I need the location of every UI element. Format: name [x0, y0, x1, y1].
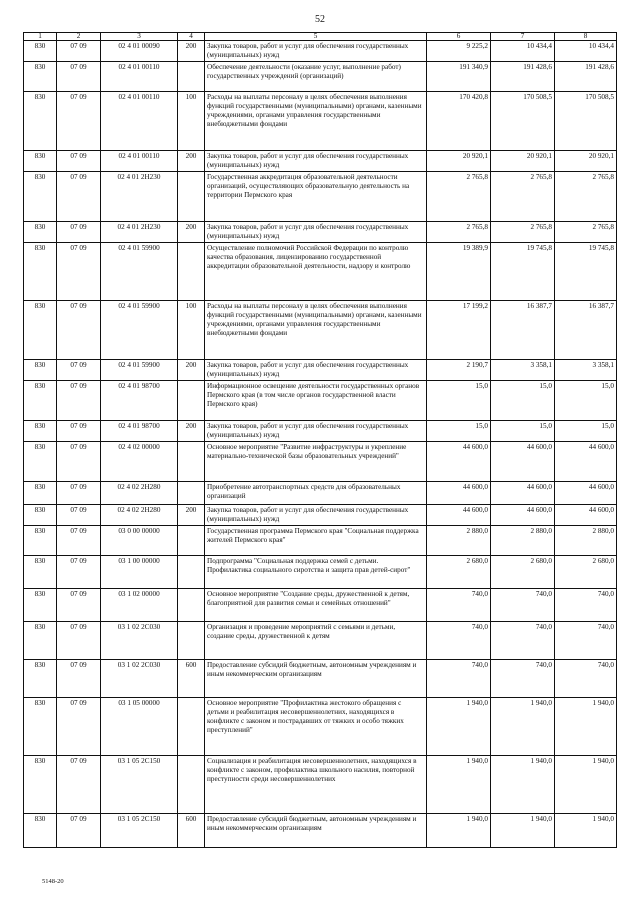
table-row: [24, 482, 617, 505]
amount-year3-cell: 1 940,0: [555, 698, 617, 756]
description-cell: Осуществление полномочий Российской Федерации по контролю качества образования, лицензированию государственной аккредитации образовательной деятельности, надзору и контролю: [205, 243, 427, 301]
column-header: 3: [101, 33, 178, 41]
column-header: 2: [57, 33, 101, 41]
section-code-cell: 07 09: [57, 243, 101, 301]
amount-year2-cell: 1 940,0: [491, 814, 555, 848]
section-code-cell: 07 09: [57, 660, 101, 698]
column-header: 4: [178, 33, 205, 41]
table-row: [24, 698, 617, 756]
table-row: [24, 62, 617, 92]
target-article-cell: 02 4 01 59900: [101, 360, 178, 381]
amount-year2-cell: 15,0: [491, 381, 555, 421]
expense-type-cell: [178, 756, 205, 814]
description-cell: Закупка товаров, работ и услуг для обеспечения государственных (муниципальных) нужд: [205, 151, 427, 172]
target-article-cell: 02 4 01 59900: [101, 243, 178, 301]
expense-type-cell: [178, 556, 205, 589]
amount-year3-cell: 15,0: [555, 421, 617, 442]
description-cell: Предоставление субсидий бюджетным, автономным учреждениям и иным некоммерческим организациям: [205, 814, 427, 848]
target-article-cell: 02 4 01 2Н230: [101, 172, 178, 222]
expense-type-cell: 200: [178, 41, 205, 62]
admin-code-cell: 830: [24, 482, 57, 505]
description-cell: Основное мероприятие "Развитие инфраструктуры и укрепление материально-технической базы образовательных учреждений": [205, 442, 427, 482]
column-header: 1: [24, 33, 57, 41]
description-cell: Организация и проведение мероприятий с семьями и детьми, создание среды, дружественной к детям: [205, 622, 427, 660]
amount-year1-cell: 2 765,8: [427, 172, 491, 222]
column-header: 5: [205, 33, 427, 41]
amount-year2-cell: 3 358,1: [491, 360, 555, 381]
target-article-cell: 02 4 01 00110: [101, 151, 178, 172]
amount-year3-cell: 170 508,5: [555, 92, 617, 151]
admin-code-cell: 830: [24, 172, 57, 222]
target-article-cell: 03 1 02 2С030: [101, 660, 178, 698]
amount-year1-cell: 44 600,0: [427, 442, 491, 482]
amount-year2-cell: 44 600,0: [491, 442, 555, 482]
amount-year2-cell: 740,0: [491, 589, 555, 622]
amount-year1-cell: 740,0: [427, 660, 491, 698]
expense-type-cell: [178, 589, 205, 622]
admin-code-cell: 830: [24, 360, 57, 381]
table-header-row: [24, 33, 617, 41]
expense-type-cell: [178, 698, 205, 756]
expense-type-cell: [178, 243, 205, 301]
amount-year2-cell: 10 434,4: [491, 41, 555, 62]
amount-year1-cell: 1 940,0: [427, 756, 491, 814]
description-cell: Расходы на выплаты персоналу в целях обеспечения выполнения функций государственными (муниципальными) органами, казенными учреждениями, органами управления государственными внебюджетными фондами: [205, 301, 427, 360]
admin-code-cell: 830: [24, 660, 57, 698]
amount-year1-cell: 44 600,0: [427, 505, 491, 526]
column-header: 7: [491, 33, 555, 41]
target-article-cell: 02 4 01 00110: [101, 92, 178, 151]
expense-type-cell: [178, 442, 205, 482]
amount-year3-cell: 2 680,0: [555, 556, 617, 589]
target-article-cell: 02 4 02 2Н280: [101, 505, 178, 526]
amount-year2-cell: 1 940,0: [491, 756, 555, 814]
amount-year1-cell: 170 420,8: [427, 92, 491, 151]
description-cell: Информационное освещение деятельности государственных органов Пермского края (в том числе органов государственной власти Пермского края): [205, 381, 427, 421]
amount-year3-cell: 740,0: [555, 622, 617, 660]
table-row: [24, 92, 617, 151]
admin-code-cell: 830: [24, 589, 57, 622]
table-row: [24, 622, 617, 660]
section-code-cell: 07 09: [57, 814, 101, 848]
section-code-cell: 07 09: [57, 698, 101, 756]
table-row: [24, 505, 617, 526]
table-row: [24, 222, 617, 243]
expense-type-cell: 200: [178, 222, 205, 243]
amount-year2-cell: 15,0: [491, 421, 555, 442]
description-cell: Закупка товаров, работ и услуг для обеспечения государственных (муниципальных) нужд: [205, 421, 427, 442]
amount-year3-cell: 16 387,7: [555, 301, 617, 360]
admin-code-cell: 830: [24, 556, 57, 589]
admin-code-cell: 830: [24, 151, 57, 172]
target-article-cell: 02 4 01 59900: [101, 301, 178, 360]
amount-year3-cell: 44 600,0: [555, 505, 617, 526]
description-cell: Основное мероприятие "Создание среды, дружественной к детям, благоприятной для развития семьи и семейных отношений": [205, 589, 427, 622]
amount-year1-cell: 1 940,0: [427, 814, 491, 848]
amount-year3-cell: 191 428,6: [555, 62, 617, 92]
amount-year2-cell: 740,0: [491, 622, 555, 660]
expense-type-cell: 200: [178, 151, 205, 172]
admin-code-cell: 830: [24, 442, 57, 482]
amount-year2-cell: 2 680,0: [491, 556, 555, 589]
section-code-cell: 07 09: [57, 41, 101, 62]
section-code-cell: 07 09: [57, 172, 101, 222]
amount-year3-cell: 740,0: [555, 589, 617, 622]
section-code-cell: 07 09: [57, 526, 101, 556]
budget-table: [23, 32, 617, 848]
description-cell: Предоставление субсидий бюджетным, автономным учреждениям и иным некоммерческим организациям: [205, 660, 427, 698]
target-article-cell: 03 1 05 00000: [101, 698, 178, 756]
amount-year3-cell: 1 940,0: [555, 756, 617, 814]
section-code-cell: 07 09: [57, 505, 101, 526]
section-code-cell: 07 09: [57, 222, 101, 243]
expense-type-cell: [178, 172, 205, 222]
page-number: 52: [315, 14, 325, 25]
description-cell: Обеспечение деятельности (оказание услуг, выполнение работ) государственных учреждений (организаций): [205, 62, 427, 92]
amount-year3-cell: 44 600,0: [555, 442, 617, 482]
target-article-cell: 02 4 01 98700: [101, 421, 178, 442]
target-article-cell: 02 4 02 2Н280: [101, 482, 178, 505]
description-cell: Закупка товаров, работ и услуг для обеспечения государственных (муниципальных) нужд: [205, 222, 427, 243]
amount-year3-cell: 44 600,0: [555, 482, 617, 505]
expense-type-cell: [178, 482, 205, 505]
expense-type-cell: [178, 526, 205, 556]
target-article-cell: 03 1 05 2С150: [101, 814, 178, 848]
section-code-cell: 07 09: [57, 62, 101, 92]
section-code-cell: 07 09: [57, 442, 101, 482]
admin-code-cell: 830: [24, 421, 57, 442]
expense-type-cell: [178, 381, 205, 421]
description-cell: Приобретение автотранспортных средств для образовательных организаций: [205, 482, 427, 505]
document-code: 5148-20: [42, 878, 64, 885]
target-article-cell: 02 4 01 2Н230: [101, 222, 178, 243]
amount-year1-cell: 15,0: [427, 381, 491, 421]
table-row: [24, 172, 617, 222]
amount-year2-cell: 44 600,0: [491, 482, 555, 505]
admin-code-cell: 830: [24, 698, 57, 756]
table-row: [24, 526, 617, 556]
amount-year1-cell: 2 765,8: [427, 222, 491, 243]
description-cell: Государственная программа Пермского края "Социальная поддержка жителей Пермского края": [205, 526, 427, 556]
amount-year2-cell: 1 940,0: [491, 698, 555, 756]
target-article-cell: 02 4 02 00000: [101, 442, 178, 482]
expense-type-cell: 200: [178, 360, 205, 381]
column-header: 8: [555, 33, 617, 41]
amount-year1-cell: 2 190,7: [427, 360, 491, 381]
amount-year2-cell: 2 765,8: [491, 222, 555, 243]
description-cell: Подпрограмма "Социальная поддержка семей с детьми. Профилактика социального сиротства и защита прав детей-сирот": [205, 556, 427, 589]
admin-code-cell: 830: [24, 814, 57, 848]
amount-year1-cell: 44 600,0: [427, 482, 491, 505]
table-row: [24, 421, 617, 442]
table-row: [24, 243, 617, 301]
admin-code-cell: 830: [24, 381, 57, 421]
description-cell: Закупка товаров, работ и услуг для обеспечения государственных (муниципальных) нужд: [205, 41, 427, 62]
section-code-cell: 07 09: [57, 301, 101, 360]
section-code-cell: 07 09: [57, 589, 101, 622]
target-article-cell: 02 4 01 00090: [101, 41, 178, 62]
amount-year3-cell: 15,0: [555, 381, 617, 421]
amount-year1-cell: 15,0: [427, 421, 491, 442]
expense-type-cell: 200: [178, 421, 205, 442]
target-article-cell: 03 0 00 00000: [101, 526, 178, 556]
admin-code-cell: 830: [24, 301, 57, 360]
section-code-cell: 07 09: [57, 421, 101, 442]
admin-code-cell: 830: [24, 243, 57, 301]
admin-code-cell: 830: [24, 62, 57, 92]
expense-type-cell: 600: [178, 660, 205, 698]
target-article-cell: 03 1 02 2С030: [101, 622, 178, 660]
table-row: [24, 814, 617, 848]
amount-year2-cell: 191 428,6: [491, 62, 555, 92]
amount-year3-cell: 740,0: [555, 660, 617, 698]
amount-year1-cell: 1 940,0: [427, 698, 491, 756]
amount-year1-cell: 20 920,1: [427, 151, 491, 172]
target-article-cell: 02 4 01 00110: [101, 62, 178, 92]
amount-year3-cell: 19 745,8: [555, 243, 617, 301]
section-code-cell: 07 09: [57, 360, 101, 381]
amount-year2-cell: 44 600,0: [491, 505, 555, 526]
amount-year3-cell: 2 765,8: [555, 172, 617, 222]
column-header: 6: [427, 33, 491, 41]
expense-type-cell: [178, 62, 205, 92]
admin-code-cell: 830: [24, 41, 57, 62]
section-code-cell: 07 09: [57, 482, 101, 505]
description-cell: Социализация и реабилитация несовершеннолетних, находящихся в конфликте с законом, профилактика школьного насилия, повторной преступности среди несовершеннолетних: [205, 756, 427, 814]
target-article-cell: 03 1 00 00000: [101, 556, 178, 589]
table-row: [24, 360, 617, 381]
amount-year2-cell: 19 745,8: [491, 243, 555, 301]
amount-year3-cell: 2 765,8: [555, 222, 617, 243]
amount-year1-cell: 740,0: [427, 622, 491, 660]
amount-year1-cell: 19 389,9: [427, 243, 491, 301]
amount-year1-cell: 2 680,0: [427, 556, 491, 589]
target-article-cell: 03 1 05 2С150: [101, 756, 178, 814]
amount-year1-cell: 9 225,2: [427, 41, 491, 62]
expense-type-cell: 600: [178, 814, 205, 848]
description-cell: Основное мероприятие "Профилактика жестокого обращения с детьми и реабилитация несовершеннолетних, находящихся в конфликте с законом и пострадавших от тяжких и особо тяжких преступлений": [205, 698, 427, 756]
table-row: [24, 556, 617, 589]
section-code-cell: 07 09: [57, 756, 101, 814]
section-code-cell: 07 09: [57, 151, 101, 172]
description-cell: Закупка товаров, работ и услуг для обеспечения государственных (муниципальных) нужд: [205, 360, 427, 381]
table-row: [24, 41, 617, 62]
description-cell: Закупка товаров, работ и услуг для обеспечения государственных (муниципальных) нужд: [205, 505, 427, 526]
amount-year1-cell: 2 880,0: [427, 526, 491, 556]
amount-year2-cell: 20 920,1: [491, 151, 555, 172]
target-article-cell: 03 1 02 00000: [101, 589, 178, 622]
table-row: [24, 589, 617, 622]
description-cell: Расходы на выплаты персоналу в целях обеспечения выполнения функций государственными (муниципальными) органами, казенными учреждениями, органами управления государственными внебюджетными фондами: [205, 92, 427, 151]
amount-year1-cell: 740,0: [427, 589, 491, 622]
admin-code-cell: 830: [24, 756, 57, 814]
amount-year3-cell: 3 358,1: [555, 360, 617, 381]
target-article-cell: 02 4 01 98700: [101, 381, 178, 421]
section-code-cell: 07 09: [57, 92, 101, 151]
amount-year1-cell: 17 199,2: [427, 301, 491, 360]
amount-year3-cell: 10 434,4: [555, 41, 617, 62]
amount-year2-cell: 170 508,5: [491, 92, 555, 151]
expense-type-cell: [178, 622, 205, 660]
amount-year2-cell: 740,0: [491, 660, 555, 698]
admin-code-cell: 830: [24, 92, 57, 151]
amount-year3-cell: 1 940,0: [555, 814, 617, 848]
table-row: [24, 442, 617, 482]
table-row: [24, 660, 617, 698]
table-row: [24, 301, 617, 360]
admin-code-cell: 830: [24, 526, 57, 556]
section-code-cell: 07 09: [57, 622, 101, 660]
table-row: [24, 381, 617, 421]
admin-code-cell: 830: [24, 505, 57, 526]
expense-type-cell: 200: [178, 505, 205, 526]
section-code-cell: 07 09: [57, 381, 101, 421]
amount-year2-cell: 2 880,0: [491, 526, 555, 556]
amount-year3-cell: 20 920,1: [555, 151, 617, 172]
expense-type-cell: 100: [178, 92, 205, 151]
expense-type-cell: 100: [178, 301, 205, 360]
section-code-cell: 07 09: [57, 556, 101, 589]
amount-year3-cell: 2 880,0: [555, 526, 617, 556]
admin-code-cell: 830: [24, 222, 57, 243]
amount-year1-cell: 191 340,9: [427, 62, 491, 92]
description-cell: Государственная аккредитация образовательной деятельности организаций, осуществляющих образовательную деятельность на территории Пермского края: [205, 172, 427, 222]
table-row: [24, 756, 617, 814]
table-row: [24, 151, 617, 172]
admin-code-cell: 830: [24, 622, 57, 660]
amount-year2-cell: 16 387,7: [491, 301, 555, 360]
amount-year2-cell: 2 765,8: [491, 172, 555, 222]
